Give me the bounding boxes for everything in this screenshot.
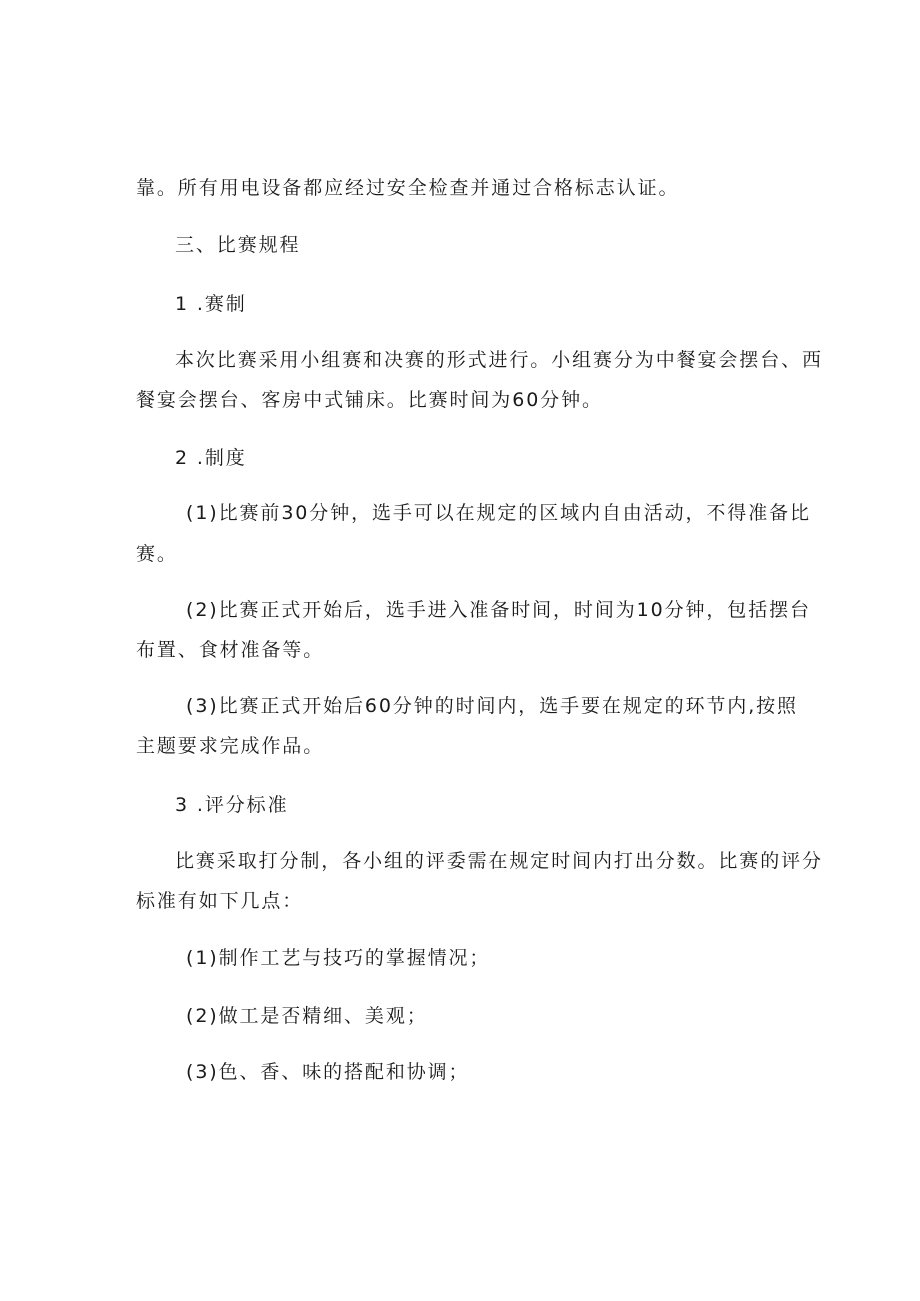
- scoring-criterion: (2)做工是否精细、美观；: [186, 1005, 428, 1027]
- scoring-criterion: (1)制作工艺与技巧的掌握情况；: [186, 947, 491, 969]
- rule-item-line: (2)比赛正式开始后，选手进入准备时间，时间为10分钟，包括摆台: [186, 599, 811, 621]
- rule-item-line: 主题要求完成作品。: [136, 735, 325, 757]
- rule-item-line: 赛。: [136, 543, 178, 565]
- rule-item-line: 布置、食材准备等。: [136, 639, 325, 661]
- scoring-paragraph-line: 比赛采取打分制，各小组的评委需在规定时间内打出分数。比赛的评分: [175, 850, 823, 872]
- scoring-paragraph-line: 标准有如下几点：: [136, 890, 304, 912]
- subsection-heading-scoring: 3 .评分标准: [175, 794, 289, 816]
- format-paragraph-line: 餐宴会摆台、客房中式铺床。比赛时间为60分钟。: [136, 389, 603, 411]
- rule-item-line: (1)比赛前30分钟，选手可以在规定的区域内自由活动，不得准备比: [186, 502, 811, 524]
- subsection-heading-rules: 2 .制度: [175, 447, 247, 469]
- section-heading: 三、比赛规程: [175, 234, 301, 256]
- format-paragraph-line: 本次比赛采用小组赛和决赛的形式进行。小组赛分为中餐宴会摆台、西: [175, 349, 823, 371]
- subsection-heading-format: 1 .赛制: [175, 293, 247, 315]
- rule-item-line: (3)比赛正式开始后60分钟的时间内，选手要在规定的环节内,按照: [186, 695, 798, 717]
- intro-paragraph-tail: 靠。所有用电设备都应经过安全检查并通过合格标志认证。: [136, 177, 680, 199]
- scoring-criterion: (3)色、香、味的搭配和协调；: [186, 1061, 470, 1083]
